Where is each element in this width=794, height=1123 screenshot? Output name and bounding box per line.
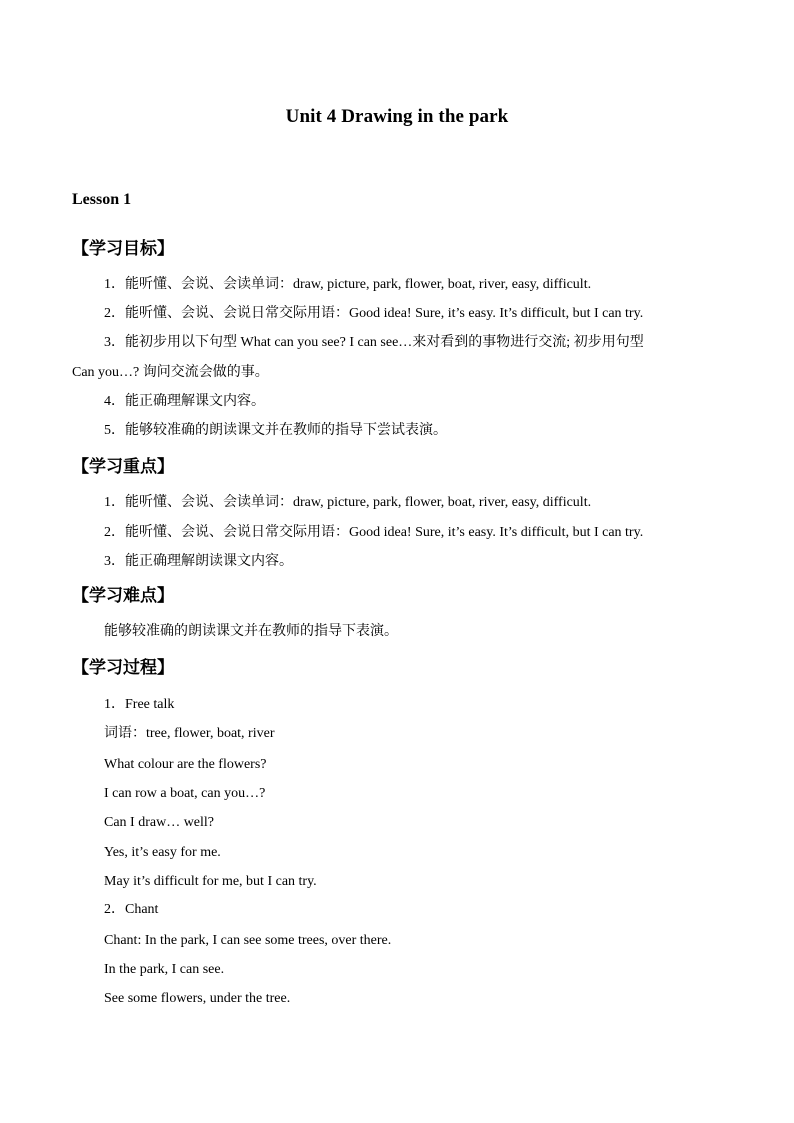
process-item: May it’s difficult for me, but I can try. [104,874,317,889]
objective-item: 5．能够较准确的朗读课文并在教师的指导下尝试表演。 [104,423,447,438]
process-heading: 【学习过程】 [72,658,174,678]
process-item: 词语：tree, flower, boat, river [104,726,275,741]
difficulty-item: 能够较准确的朗读课文并在教师的指导下表演。 [104,624,398,639]
key-points-heading: 【学习重点】 [72,457,174,477]
objective-item: 4．能正确理解课文内容。 [104,394,265,409]
document-title: Unit 4 Drawing in the park [285,106,509,127]
process-item: See some flowers, under the tree. [104,991,291,1006]
key-point-item: 2．能听懂、会说、会说日常交际用语：Good idea! Sure, it’s easy. It’s difficult, but I can try. [104,525,644,540]
objective-item: 1．能听懂、会说、会读单词：draw, picture, park, flower, boat, river, easy, difficult. [104,277,592,292]
process-item: 2．Chant [104,902,159,917]
process-item: Yes, it’s easy for me. [104,845,221,860]
process-item: What colour are the flowers? [104,757,267,772]
process-item: Chant: In the park, I can see some trees, over there. [104,933,392,948]
process-item: Can I draw… well? [104,815,215,830]
difficulties-heading: 【学习难点】 [72,586,174,606]
process-item: 1．Free talk [104,697,175,712]
key-point-item: 1．能听懂、会说、会读单词：draw, picture, park, flower, boat, river, easy, difficult. [104,495,592,510]
process-item: In the park, I can see. [104,962,225,977]
objective-item-continuation: Can you…? 询问交流会做的事。 [72,365,269,380]
lesson-label: Lesson 1 [72,191,132,208]
objective-item: 3．能初步用以下句型 What can you see? I can see…来对看到的事物进行交流; 初步用句型 [104,335,644,350]
objective-item: 2．能听懂、会说、会说日常交际用语：Good idea! Sure, it’s easy. It’s difficult, but I can try. [104,306,644,321]
process-item: I can row a boat, can you…? [104,786,266,801]
objectives-heading: 【学习目标】 [72,239,174,259]
key-point-item: 3．能正确理解朗读课文内容。 [104,554,293,569]
